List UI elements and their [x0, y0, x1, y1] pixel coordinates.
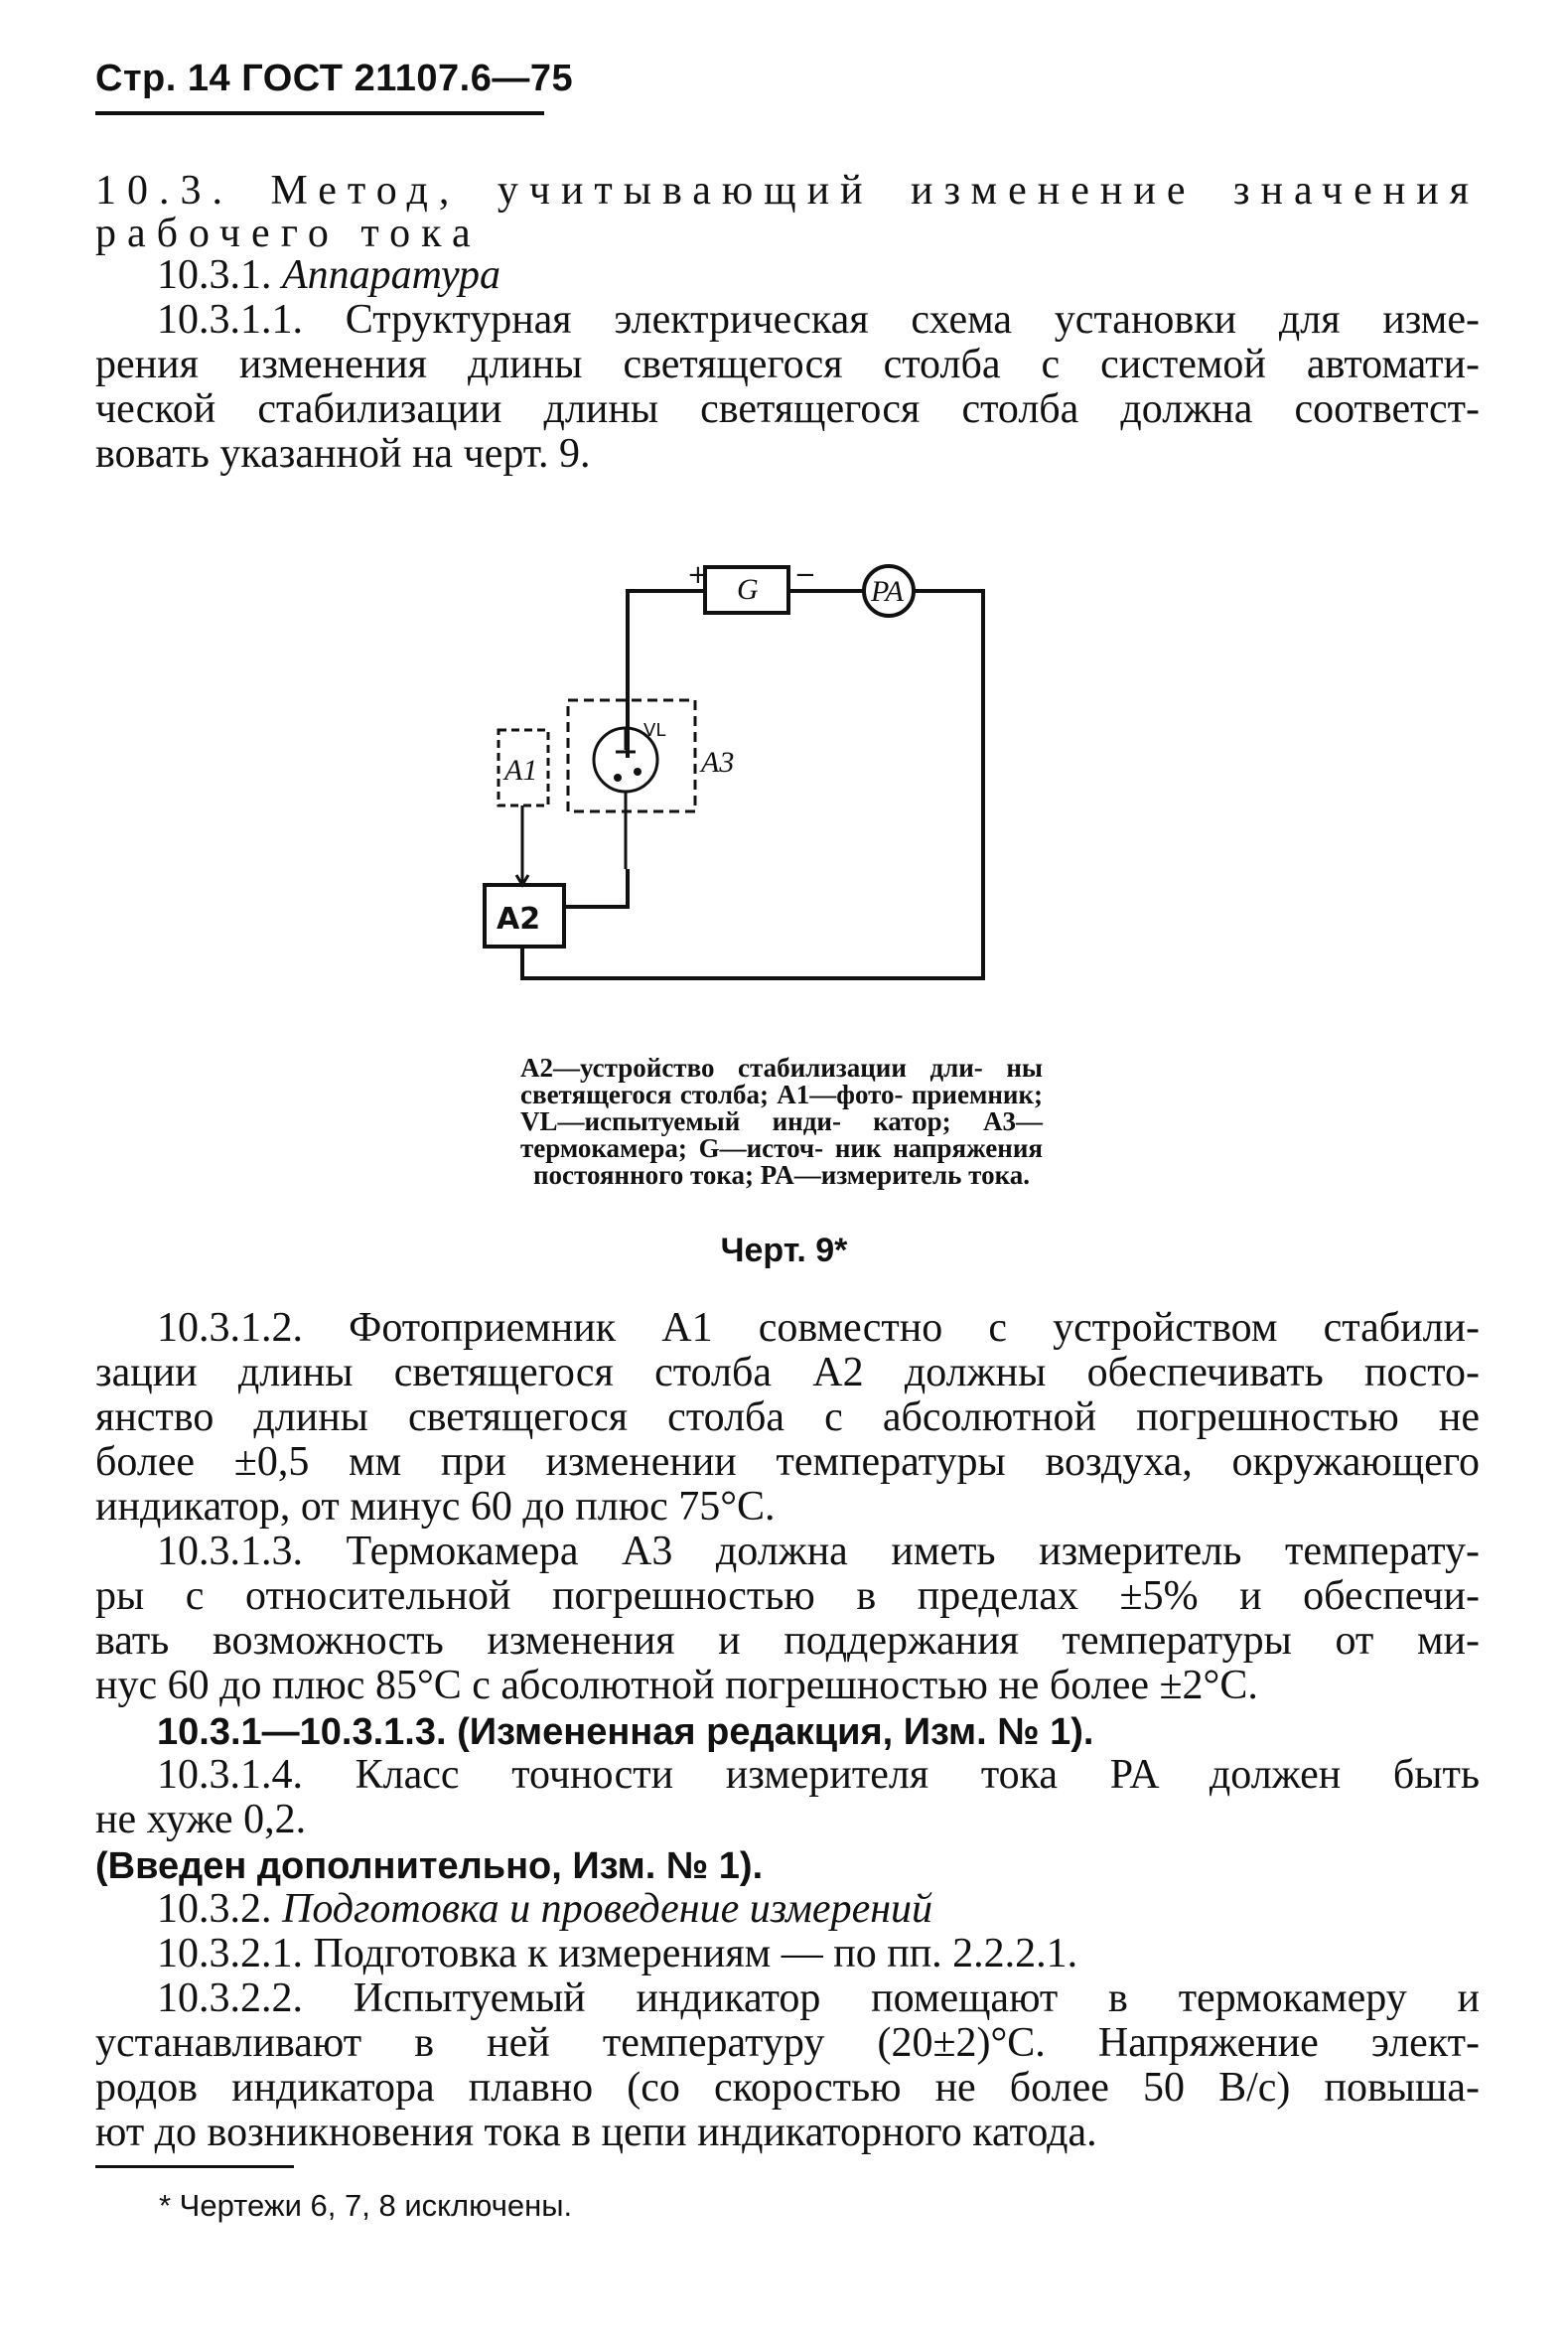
thermochamber-a3-box — [568, 700, 695, 811]
subsection-10-3-1 — [95, 253, 1480, 298]
para-10-3-1-3-line: нус 60 до плюс 85°С с абсолютной погрешностью не более ±2°С. — [95, 1663, 1258, 1708]
figure-caption — [520, 1055, 1043, 1189]
para-10-3-2-2-line: 10.3.2.2. Испытуемый индикатор помещают в термокамеру и — [157, 1975, 1480, 2021]
para-10-3-1-1-line: вовать указанной на черт. 9. — [95, 431, 591, 477]
para-10-3-1-2-line: более ±0,5 мм при изменении температуры воздуха, окружающего — [95, 1439, 1480, 1485]
footnote-rule — [95, 2165, 294, 2168]
thermochamber-a3-label: A3 — [701, 746, 735, 779]
para-10-3-1-1-line: 10.3.1.1. Структурная электрическая схема установки для изме- — [157, 297, 1480, 343]
header-rule — [95, 111, 544, 115]
wire-left-top — [628, 591, 705, 758]
source-g-label: G — [737, 573, 759, 606]
figure-title: Черт. 9* — [720, 1232, 848, 1269]
para-10-3-1-4-line: 10.3.1.4. Класс точности измерителя тока PA должен быть — [157, 1752, 1480, 1798]
wire-return — [522, 591, 983, 978]
subsection-number: 10.3.2. — [157, 1886, 272, 1932]
para-10-3-2-1: 10.3.2.1. Подготовка к измерениям — по пп. 2.2.2.1. — [157, 1931, 1078, 1976]
para-10-3-1-2-line: 10.3.1.2. Фотоприемник A1 совместно с устройством стабили- — [157, 1305, 1480, 1351]
footnote: * Чертежи 6, 7, 8 исключены. — [159, 2188, 573, 2223]
minus-sign: − — [794, 560, 816, 590]
para-10-3-1-2-line: янство длины светящегося столба с абсолютной погрешностью не — [95, 1394, 1480, 1440]
subsection-title: Подготовка и проведение измерений — [282, 1886, 933, 1932]
para-10-3-2-2-line: ют до возникновения тока в цепи индикаторного катода. — [95, 2110, 1097, 2155]
photoreceiver-a1-label: A1 — [504, 754, 538, 787]
subsection-number: 10.3.1. — [157, 252, 272, 298]
para-10-3-1-2-line: индикатор, от минус 60 до плюс 75°С. — [95, 1484, 776, 1530]
ammeter-pa-label: PA — [871, 575, 904, 608]
para-10-3-1-3-line: 10.3.1.3. Термокамера A3 должна иметь измеритель температу- — [157, 1529, 1480, 1574]
caption-line: катор; A3—термокамера; G—источ- — [520, 1106, 1043, 1163]
caption-line: приемник; VL—испытуемый инди- — [520, 1080, 1044, 1136]
caption-line: ник напряжения постоянного тока; — [533, 1133, 1044, 1190]
caption-line: PA—измеритель тока. — [760, 1160, 1030, 1190]
caption-line: ны светящегося столба; A1—фото- — [520, 1053, 1043, 1109]
section-10-3-heading-line2: рабочего тока — [95, 211, 482, 256]
stabilizer-a2-label: A2 — [497, 902, 541, 937]
indicator-vl-label: VL — [643, 720, 666, 741]
para-10-3-1-1-line: рения изменения длины светящегося столба с системой автомати- — [95, 342, 1480, 387]
para-10-3-1-2-line: зации длины светящегося столба A2 должны обеспечивать посто- — [95, 1350, 1480, 1395]
para-10-3-2-2-line: родов индикатора плавно (со скоростью не более 50 В/с) повыша- — [95, 2065, 1480, 2111]
amendment-note: 10.3.1—10.3.1.3. (Измененная редакция, Изм. № 1). — [157, 1711, 1094, 1753]
caption-line: A2—устройство стабилизации дли- — [520, 1053, 983, 1083]
subsection-title: Аппаратура — [282, 252, 501, 298]
page-header: Стр. 14 ГОСТ 21107.6—75 — [95, 58, 574, 99]
amendment-note: (Введен дополнительно, Изм. № 1). — [95, 1845, 764, 1887]
wire-a2-indicator — [564, 869, 628, 907]
para-10-3-1-1-line: ческой стабилизации длины светящегося столба должна соответст- — [95, 386, 1480, 432]
circuit-diagram — [467, 541, 1023, 998]
para-10-3-1-3-line: ры с относительной погрешностью в пределах ±5% и обеспечи- — [95, 1573, 1480, 1619]
para-10-3-1-4-line: не хуже 0,2. — [95, 1797, 307, 1842]
para-10-3-1-3-line: вать возможность изменения и поддержания температуры от ми- — [95, 1618, 1480, 1664]
plus-sign: + — [687, 560, 709, 590]
section-10-3-heading-line1: 10.3. Метод, учитывающий изменение значения — [95, 168, 1480, 214]
subsection-10-3-2 — [95, 1887, 1480, 1932]
para-10-3-2-2-line: устанавливают в ней температуру (20±2)°С. Напряжение элект- — [95, 2020, 1480, 2066]
